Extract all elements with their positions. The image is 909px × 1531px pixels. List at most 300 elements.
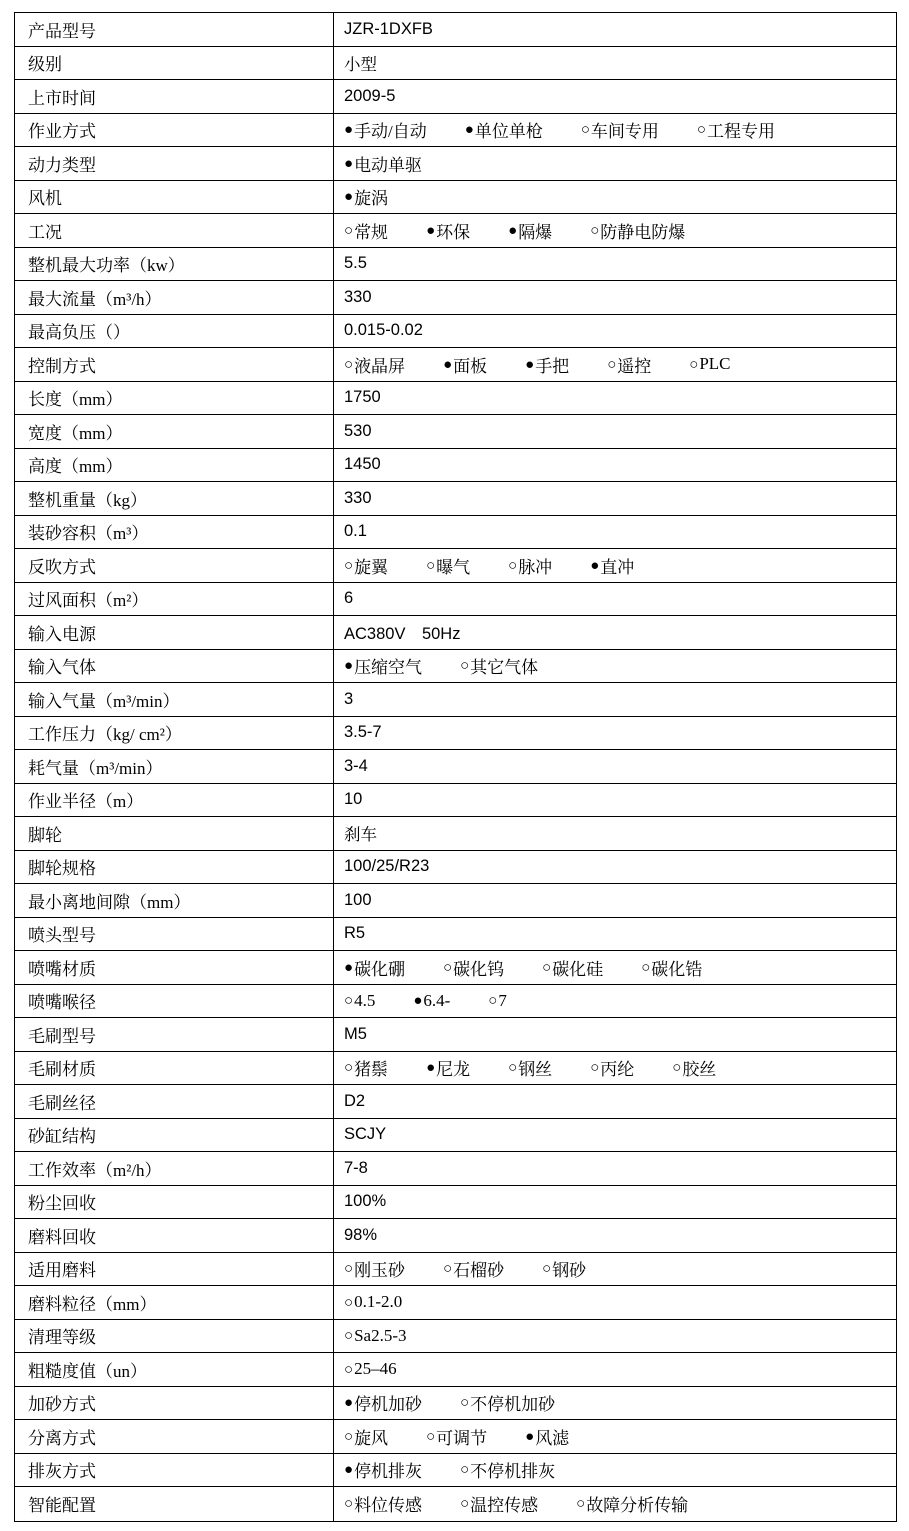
radio-off-icon: ○ <box>460 1461 470 1479</box>
option-label: 电动单驱 <box>354 155 423 175</box>
value-text: 100/25/R23 <box>344 857 430 876</box>
spec-label: 加砂方式 <box>15 1387 334 1420</box>
spec-label: 最高负压（） <box>15 315 334 348</box>
table-row <box>15 449 896 483</box>
spec-label: 砂缸结构 <box>15 1119 334 1152</box>
radio-off-icon: ○ <box>508 556 518 574</box>
option-item <box>344 1256 405 1281</box>
spec-label: 毛刷型号 <box>15 1018 334 1051</box>
table-row <box>15 214 896 248</box>
table-row <box>15 1052 896 1086</box>
spec-label: 输入气体 <box>15 650 334 683</box>
radio-on-icon: ● <box>344 1394 354 1412</box>
option-item <box>697 117 775 142</box>
value-text: 100% <box>344 1192 387 1211</box>
option-item <box>426 1055 470 1080</box>
value-text: 10 <box>344 790 363 809</box>
radio-off-icon: ○ <box>641 958 651 976</box>
value-text: AC380V 50Hz <box>344 625 461 644</box>
spec-label: 粗糙度值（un） <box>15 1353 334 1386</box>
table-row <box>15 47 896 81</box>
radio-off-icon: ○ <box>672 1059 682 1077</box>
option-label: Sa2.5-3 <box>354 1325 407 1345</box>
spec-label: 整机重量（kg） <box>15 482 334 515</box>
option-item <box>542 955 603 980</box>
spec-label: 喷嘴材质 <box>15 951 334 984</box>
radio-on-icon: ● <box>413 992 423 1010</box>
spec-value <box>334 851 896 884</box>
table-row <box>15 315 896 349</box>
option-label: 直冲 <box>600 557 635 577</box>
value-text: 0.1 <box>344 522 367 541</box>
table-row <box>15 650 896 684</box>
option-label: 压缩空气 <box>354 658 423 678</box>
spec-label: 产品型号 <box>15 13 334 46</box>
spec-label: 作业半径（m） <box>15 784 334 817</box>
option-label: 不停机排灰 <box>470 1462 556 1482</box>
option-item <box>344 1326 406 1346</box>
radio-off-icon: ○ <box>344 992 354 1010</box>
radio-off-icon: ○ <box>542 1260 552 1278</box>
value-text: 5.5 <box>344 254 367 273</box>
radio-off-icon: ○ <box>689 355 699 373</box>
radio-on-icon: ● <box>344 121 354 139</box>
radio-off-icon: ○ <box>344 1260 354 1278</box>
value-text: 3-4 <box>344 756 368 775</box>
option-item <box>641 955 702 980</box>
table-row <box>15 951 896 985</box>
value-text: 1750 <box>344 388 381 407</box>
radio-off-icon: ○ <box>696 121 706 139</box>
option-label: 其它气体 <box>470 658 539 678</box>
radio-off-icon: ○ <box>426 1427 436 1445</box>
option-item <box>344 653 422 678</box>
spec-value <box>334 315 896 348</box>
spec-value <box>334 80 896 113</box>
radio-off-icon: ○ <box>460 657 470 675</box>
spec-value <box>334 1152 896 1185</box>
spec-value <box>334 348 896 381</box>
spec-label: 排灰方式 <box>15 1454 334 1487</box>
radio-off-icon: ○ <box>443 1260 453 1278</box>
table-row <box>15 1487 896 1521</box>
option-label: 碳化钨 <box>453 959 505 979</box>
option-item <box>542 1256 586 1281</box>
table-row <box>15 248 896 282</box>
value-text: 3 <box>344 689 354 708</box>
table-row <box>15 13 896 47</box>
option-item <box>607 352 651 377</box>
spec-label: 动力类型 <box>15 147 334 180</box>
option-item <box>426 1424 487 1449</box>
option-label: 风滤 <box>535 1428 570 1448</box>
option-item <box>443 955 504 980</box>
value-text: 刹车 <box>344 826 377 845</box>
table-row <box>15 1152 896 1186</box>
radio-on-icon: ● <box>525 1427 535 1445</box>
option-item <box>508 553 552 578</box>
option-item <box>344 1359 397 1379</box>
radio-off-icon: ○ <box>460 1394 470 1412</box>
spec-value <box>334 1253 896 1286</box>
table-row <box>15 147 896 181</box>
option-item <box>344 553 388 578</box>
option-label: 单位单枪 <box>474 122 543 142</box>
radio-off-icon: ○ <box>344 556 354 574</box>
option-label: 刚玉砂 <box>354 1261 406 1281</box>
radio-on-icon: ● <box>344 958 354 976</box>
spec-label: 反吹方式 <box>15 549 334 582</box>
value-text: D2 <box>344 1091 366 1110</box>
radio-off-icon: ○ <box>590 1059 600 1077</box>
option-label: 7 <box>498 990 507 1010</box>
radio-off-icon: ○ <box>576 1495 586 1513</box>
option-item <box>460 1390 555 1415</box>
table-row <box>15 1219 896 1253</box>
table-row <box>15 985 896 1019</box>
value-text: 1450 <box>344 455 381 474</box>
option-label: 碳化锆 <box>651 959 703 979</box>
spec-value <box>334 616 896 649</box>
table-row <box>15 884 896 918</box>
table-row <box>15 415 896 449</box>
radio-off-icon: ○ <box>488 992 498 1010</box>
option-label: 脉冲 <box>518 557 553 577</box>
value-text: 530 <box>344 421 372 440</box>
spec-value <box>334 1487 896 1521</box>
option-label: 旋翼 <box>354 557 389 577</box>
value-text: SCJY <box>344 1125 387 1144</box>
spec-label: 长度（mm） <box>15 382 334 415</box>
spec-label: 装砂容积（m³） <box>15 516 334 549</box>
table-row <box>15 817 896 851</box>
spec-value <box>334 1219 896 1252</box>
option-item <box>426 218 470 243</box>
option-label: 旋涡 <box>354 189 389 209</box>
option-label: 钢砂 <box>552 1261 587 1281</box>
option-item <box>488 991 507 1011</box>
option-label: 猪鬃 <box>354 1060 389 1080</box>
spec-value <box>334 147 896 180</box>
spec-label: 磨料粒径（mm） <box>15 1286 334 1319</box>
table-row <box>15 1286 896 1320</box>
value-text: 330 <box>344 488 372 507</box>
option-item <box>672 1055 716 1080</box>
option-label: 面板 <box>453 356 488 376</box>
option-item <box>460 653 538 678</box>
option-label: 故障分析传输 <box>586 1496 689 1516</box>
option-label: 环保 <box>436 222 471 242</box>
spec-value <box>334 1186 896 1219</box>
radio-off-icon: ○ <box>508 1059 518 1077</box>
spec-label: 毛刷丝径 <box>15 1085 334 1118</box>
radio-off-icon: ○ <box>607 355 617 373</box>
spec-value <box>334 281 896 314</box>
value-text: 7-8 <box>344 1158 368 1177</box>
radio-off-icon: ○ <box>344 1059 354 1077</box>
radio-on-icon: ● <box>344 1461 354 1479</box>
value-text: 98% <box>344 1225 378 1244</box>
table-row <box>15 80 896 114</box>
spec-label: 清理等级 <box>15 1320 334 1353</box>
radio-off-icon: ○ <box>344 1495 354 1513</box>
option-item <box>344 955 405 980</box>
option-item <box>460 1457 555 1482</box>
radio-on-icon: ● <box>590 556 600 574</box>
spec-label: 最大流量（m³/h） <box>15 281 334 314</box>
option-item <box>581 117 659 142</box>
option-label: 温控传感 <box>470 1496 539 1516</box>
option-item <box>426 553 470 578</box>
spec-value <box>334 1454 896 1487</box>
spec-value <box>334 918 896 951</box>
table-row <box>15 784 896 818</box>
spec-value <box>334 248 896 281</box>
table-row <box>15 382 896 416</box>
radio-off-icon: ○ <box>344 355 354 373</box>
spec-value <box>334 114 896 147</box>
table-row <box>15 1119 896 1153</box>
spec-value <box>334 415 896 448</box>
option-label: 曝气 <box>436 557 471 577</box>
spec-value <box>334 47 896 80</box>
option-label: 工程专用 <box>706 122 775 142</box>
spec-value <box>334 884 896 917</box>
spec-value <box>334 1286 896 1319</box>
spec-label: 粉尘回收 <box>15 1186 334 1219</box>
option-item <box>344 184 388 209</box>
spec-value <box>334 1085 896 1118</box>
spec-value <box>334 549 896 582</box>
option-label: 不停机加砂 <box>470 1395 556 1415</box>
option-label: 6.4- <box>423 990 451 1010</box>
spec-value <box>334 1387 896 1420</box>
value-text: R5 <box>344 924 366 943</box>
option-label: 液晶屏 <box>354 356 406 376</box>
option-label: 旋风 <box>354 1428 389 1448</box>
radio-off-icon: ○ <box>344 221 354 239</box>
table-row <box>15 1353 896 1387</box>
value-text: 330 <box>344 287 372 306</box>
radio-on-icon: ● <box>464 121 474 139</box>
spec-label: 工作压力（kg/ cm²） <box>15 717 334 750</box>
spec-label: 最小离地间隙（mm） <box>15 884 334 917</box>
option-item <box>344 117 427 142</box>
spec-value <box>334 516 896 549</box>
option-item <box>344 1292 402 1312</box>
option-label: 防静电防爆 <box>600 222 686 242</box>
option-label: 隔爆 <box>518 222 553 242</box>
spec-table <box>14 12 897 1522</box>
table-row <box>15 683 896 717</box>
radio-on-icon: ● <box>426 1059 436 1077</box>
spec-value <box>334 717 896 750</box>
option-item <box>344 1055 388 1080</box>
radio-off-icon: ○ <box>443 958 453 976</box>
spec-label: 宽度（mm） <box>15 415 334 448</box>
spec-value <box>334 1420 896 1453</box>
option-label: 钢丝 <box>518 1060 553 1080</box>
table-row <box>15 1454 896 1488</box>
spec-label: 脚轮 <box>15 817 334 850</box>
radio-off-icon: ○ <box>590 221 600 239</box>
option-item <box>590 218 685 243</box>
option-item <box>590 1055 634 1080</box>
spec-label: 分离方式 <box>15 1420 334 1453</box>
table-row <box>15 281 896 315</box>
radio-off-icon: ○ <box>542 958 552 976</box>
spec-label: 智能配置 <box>15 1487 334 1521</box>
radio-off-icon: ○ <box>426 556 436 574</box>
spec-value <box>334 181 896 214</box>
option-label: 尼龙 <box>436 1060 471 1080</box>
option-item <box>689 354 730 374</box>
option-item <box>460 1491 538 1516</box>
spec-label: 作业方式 <box>15 114 334 147</box>
table-row <box>15 918 896 952</box>
table-row <box>15 851 896 885</box>
spec-value <box>334 449 896 482</box>
table-row <box>15 482 896 516</box>
option-item <box>344 1390 422 1415</box>
table-row <box>15 1186 896 1220</box>
radio-on-icon: ● <box>508 221 518 239</box>
spec-label: 耗气量（m³/min） <box>15 750 334 783</box>
table-row <box>15 583 896 617</box>
radio-on-icon: ● <box>443 355 453 373</box>
spec-label: 脚轮规格 <box>15 851 334 884</box>
option-item <box>576 1491 688 1516</box>
spec-label: 工况 <box>15 214 334 247</box>
spec-value <box>334 482 896 515</box>
spec-value <box>334 13 896 46</box>
table-row <box>15 181 896 215</box>
option-label: 可调节 <box>436 1428 488 1448</box>
option-item <box>443 352 487 377</box>
spec-value <box>334 650 896 683</box>
spec-value <box>334 583 896 616</box>
spec-value <box>334 985 896 1018</box>
option-label: 车间专用 <box>590 122 659 142</box>
spec-label: 控制方式 <box>15 348 334 381</box>
option-label: 丙纶 <box>600 1060 635 1080</box>
option-item <box>508 218 552 243</box>
spec-label: 上市时间 <box>15 80 334 113</box>
spec-label: 喷嘴喉径 <box>15 985 334 1018</box>
spec-label: 喷头型号 <box>15 918 334 951</box>
table-row <box>15 1018 896 1052</box>
value-text: M5 <box>344 1024 367 1043</box>
option-label: 遥控 <box>617 356 652 376</box>
radio-off-icon: ○ <box>344 1327 354 1345</box>
table-row <box>15 114 896 148</box>
value-text: 0.015-0.02 <box>344 321 423 340</box>
option-label: 碳化硼 <box>354 959 406 979</box>
radio-off-icon: ○ <box>344 1360 354 1378</box>
option-item <box>344 352 405 377</box>
spec-label: 磨料回收 <box>15 1219 334 1252</box>
option-item <box>443 1256 504 1281</box>
option-item <box>525 1424 569 1449</box>
option-item <box>344 1424 388 1449</box>
table-row <box>15 1420 896 1454</box>
table-row <box>15 516 896 550</box>
option-label: PLC <box>699 354 731 374</box>
radio-off-icon: ○ <box>344 1427 354 1445</box>
option-item <box>344 151 422 176</box>
radio-off-icon: ○ <box>580 121 590 139</box>
spec-label: 整机最大功率（kw） <box>15 248 334 281</box>
spec-value <box>334 683 896 716</box>
value-text: 3.5-7 <box>344 723 382 742</box>
option-label: 停机排灰 <box>354 1462 423 1482</box>
option-item <box>344 1457 422 1482</box>
radio-on-icon: ● <box>344 154 354 172</box>
spec-value <box>334 784 896 817</box>
option-item <box>344 218 388 243</box>
spec-value <box>334 1320 896 1353</box>
option-item <box>508 1055 552 1080</box>
option-item <box>590 553 634 578</box>
spec-label: 过风面积（m²） <box>15 583 334 616</box>
option-label: 4.5 <box>354 990 376 1010</box>
spec-value <box>334 951 896 984</box>
table-row <box>15 1253 896 1287</box>
spec-label: 输入电源 <box>15 616 334 649</box>
spec-value <box>334 1018 896 1051</box>
value-text: 小型 <box>344 55 377 74</box>
radio-off-icon: ○ <box>344 1293 354 1311</box>
option-item <box>413 991 450 1011</box>
option-label: 0.1-2.0 <box>354 1292 403 1312</box>
value-text: 2009-5 <box>344 86 396 105</box>
option-label: 手动/自动 <box>354 122 427 142</box>
option-label: 石榴砂 <box>453 1261 505 1281</box>
table-row <box>15 348 896 382</box>
table-row <box>15 1387 896 1421</box>
radio-on-icon: ● <box>525 355 535 373</box>
spec-value <box>334 750 896 783</box>
spec-label: 级别 <box>15 47 334 80</box>
table-row <box>15 1320 896 1354</box>
spec-value <box>334 214 896 247</box>
option-label: 胶丝 <box>682 1060 717 1080</box>
spec-label: 毛刷材质 <box>15 1052 334 1085</box>
spec-value <box>334 1353 896 1386</box>
radio-on-icon: ● <box>426 221 436 239</box>
spec-value <box>334 817 896 850</box>
radio-on-icon: ● <box>344 188 354 206</box>
spec-label: 高度（mm） <box>15 449 334 482</box>
spec-value <box>334 382 896 415</box>
table-row <box>15 549 896 583</box>
value-text: 100 <box>344 890 372 909</box>
spec-value <box>334 1052 896 1085</box>
option-item <box>465 117 543 142</box>
option-label: 碳化硅 <box>552 959 604 979</box>
spec-value <box>334 1119 896 1152</box>
value-text: JZR-1DXFB <box>344 19 433 38</box>
radio-off-icon: ○ <box>460 1495 470 1513</box>
spec-label: 工作效率（m²/h） <box>15 1152 334 1185</box>
spec-label: 风机 <box>15 181 334 214</box>
table-row <box>15 717 896 751</box>
option-label: 手把 <box>535 356 570 376</box>
table-row <box>15 750 896 784</box>
spec-label: 输入气量（m³/min） <box>15 683 334 716</box>
spec-label: 适用磨料 <box>15 1253 334 1286</box>
table-row <box>15 616 896 650</box>
